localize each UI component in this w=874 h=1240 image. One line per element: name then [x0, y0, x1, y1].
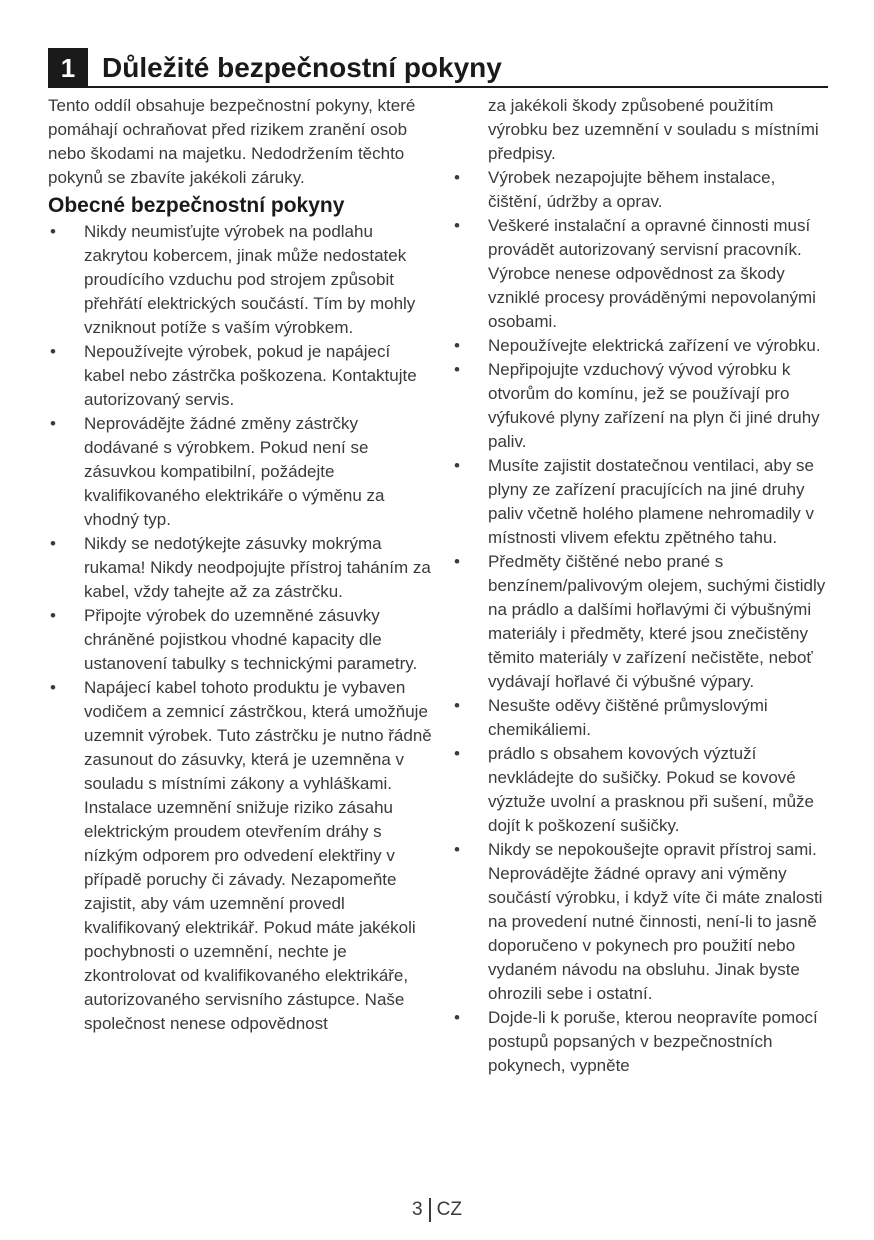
right-column — [452, 94, 828, 1078]
bullet-icon: • — [50, 678, 56, 697]
footer-divider — [429, 1198, 431, 1222]
list-item: • Nepoužívejte elektrická zařízení ve výrobku. — [452, 334, 828, 358]
bullet-icon: • — [454, 168, 460, 187]
list-item: • Nesušte oděvy čištěné průmyslovými chemikáliemi. — [454, 696, 768, 739]
right-safety-list — [452, 166, 828, 1078]
list-item: • Připojte výrobek do uzemněné zásuvky chráněné pojistkou vhodné kapacity dle ustanovení tabulky s technickými parametry. — [50, 606, 418, 673]
left-safety-list — [48, 220, 432, 1036]
chapter-header — [48, 48, 828, 88]
list-item: • Nikdy se nedotýkejte zásuvky mokrýma rukama! Nikdy neodpojujte přístroj taháním za kabel, vždy tahejte až za zástrčku. — [50, 534, 431, 601]
list-item: • Nikdy se nepokoušejte opravit přístroj sami. Neprovádějte žádné opravy ani výměny součástí výrobku, i když víte či máte znalosti na provedení nutné činnosti, není-li to jasně doporučeno v pokynech pro použití nebo vydaném návodu na obsluhu. Jinak byste ohrozili sebe i ostatní. — [454, 840, 823, 1003]
title-underline — [88, 86, 828, 88]
chapter-number-badge: 1 — [48, 48, 88, 88]
language-code: CZ — [436, 1199, 462, 1221]
list-item: • prádlo s obsahem kovových výztuží nevkládejte do sušičky. Pokud se kovové výztuže uvolní a prasknou při sušení, může dojít k poškození sušičky. — [454, 744, 814, 835]
page-title: Důležité bezpečnostní pokyny — [102, 52, 502, 83]
section-heading: Obecné bezpečnostní pokyny — [48, 194, 345, 217]
bullet-icon: • — [454, 1008, 460, 1027]
bullet-icon: • — [454, 216, 460, 235]
list-item: • Veškeré instalační a opravné činnosti musí provádět autorizovaný servisní pracovník. Výrobce nenese odpovědnost za škody vzniklé procesy prováděnými nepovolanými osobami. — [454, 216, 816, 331]
list-item: • Napájecí kabel tohoto produktu je vybaven vodičem a zemnicí zástrčkou, která umožňuje uzemnit výrobek. Tuto zástrčku je nutno řádně zasunout do zásuvky, která je uzemněna v souladu s místními zákony a vyhláškami. Instalace uzemnění snižuje riziko zásahu elektrickým proudem otevřením dráhy s nízkým odporem pro odvedení elektřiny v případě poruchy či závady. Nezapomeňte zajistit, aby vám uzemnění provedl kvalifikovaný elektrikář. Pokud máte jakékoli pochybnosti o uzemnění, nechte je zkontrolovat od kvalifikovaného elektrikáře, autorizovaného servisního zástupce. Naše společnost nenese odpovědnost — [50, 678, 432, 1033]
list-item: • Neprovádějte žádné změny zástrčky dodávané s výrobkem. Pokud není se zásuvkou kompatibilní, požádejte kvalifikovaného elektrikáře o výměnu za vhodný typ. — [50, 414, 385, 529]
list-item: • Nepřipojujte vzduchový vývod výrobku k otvorům do komínu, jež se používají pro výfukové plyny zařízení na plyn či jiné druhy paliv. — [454, 360, 820, 451]
bullet-icon: • — [454, 360, 460, 379]
bullet-icon: • — [50, 222, 56, 241]
bullet-icon: • — [50, 534, 56, 553]
bullet-icon: • — [454, 456, 460, 475]
left-column — [48, 94, 432, 1036]
list-item: • Výrobek nezapojujte během instalace, čištění, údržby a oprav. — [454, 168, 776, 211]
bullet-icon: • — [454, 336, 460, 355]
list-item: • Dojde-li k poruše, kterou neopravíte pomocí postupů popsaných v bezpečnostních pokynech, vypněte — [454, 1008, 818, 1075]
bullet-icon: • — [454, 552, 460, 571]
bullet-icon: • — [50, 342, 56, 361]
bullet-icon: • — [454, 744, 460, 763]
page-footer — [0, 1198, 874, 1222]
bullet-icon: • — [454, 840, 460, 859]
bullet-icon: • — [454, 696, 460, 715]
bullet-icon: • — [50, 414, 56, 433]
list-item: • Musíte zajistit dostatečnou ventilaci, aby se plyny ze zařízení pracujících na jiné druhy paliv včetně holého plamene nehromadily v místnosti vlivem efektu zpětného tahu. — [454, 456, 815, 547]
list-item: • Předměty čištěné nebo prané s benzínem/palivovým olejem, suchými čistidly na prádlo a dalšími hořlavými či výbušnými materiály i předměty, které jsou znečistěny těmito materiály v zařízení nečistěte, neboť vydávají hořlavé či výbušné výpary. — [454, 552, 826, 691]
intro-paragraph: Tento oddíl obsahuje bezpečnostní pokyny, které pomáhají ochraňovat před rizikem zranění osob nebo škodami na majetku. Nedodržením těchto pokynů se zbavíte jakékoli záruky. — [48, 96, 416, 187]
page-number: 3 — [412, 1199, 423, 1221]
list-item: • Nepoužívejte výrobek, pokud je napájecí kabel nebo zástrčka poškozena. Kontaktujte autorizovaný servis. — [50, 342, 417, 409]
bullet-icon: • — [50, 606, 56, 625]
continued-text: za jakékoli škody způsobené použitím výrobku bez uzemnění v souladu s místními předpisy. — [488, 96, 819, 163]
list-item: • Nikdy neumisťujte výrobek na podlahu zakrytou kobercem, jinak může nedostatek proudícího vzduchu pod strojem způsobit přehřátí elektrických součástí. Tím by mohly vzniknout potíže s vaším výrobkem. — [50, 222, 416, 337]
